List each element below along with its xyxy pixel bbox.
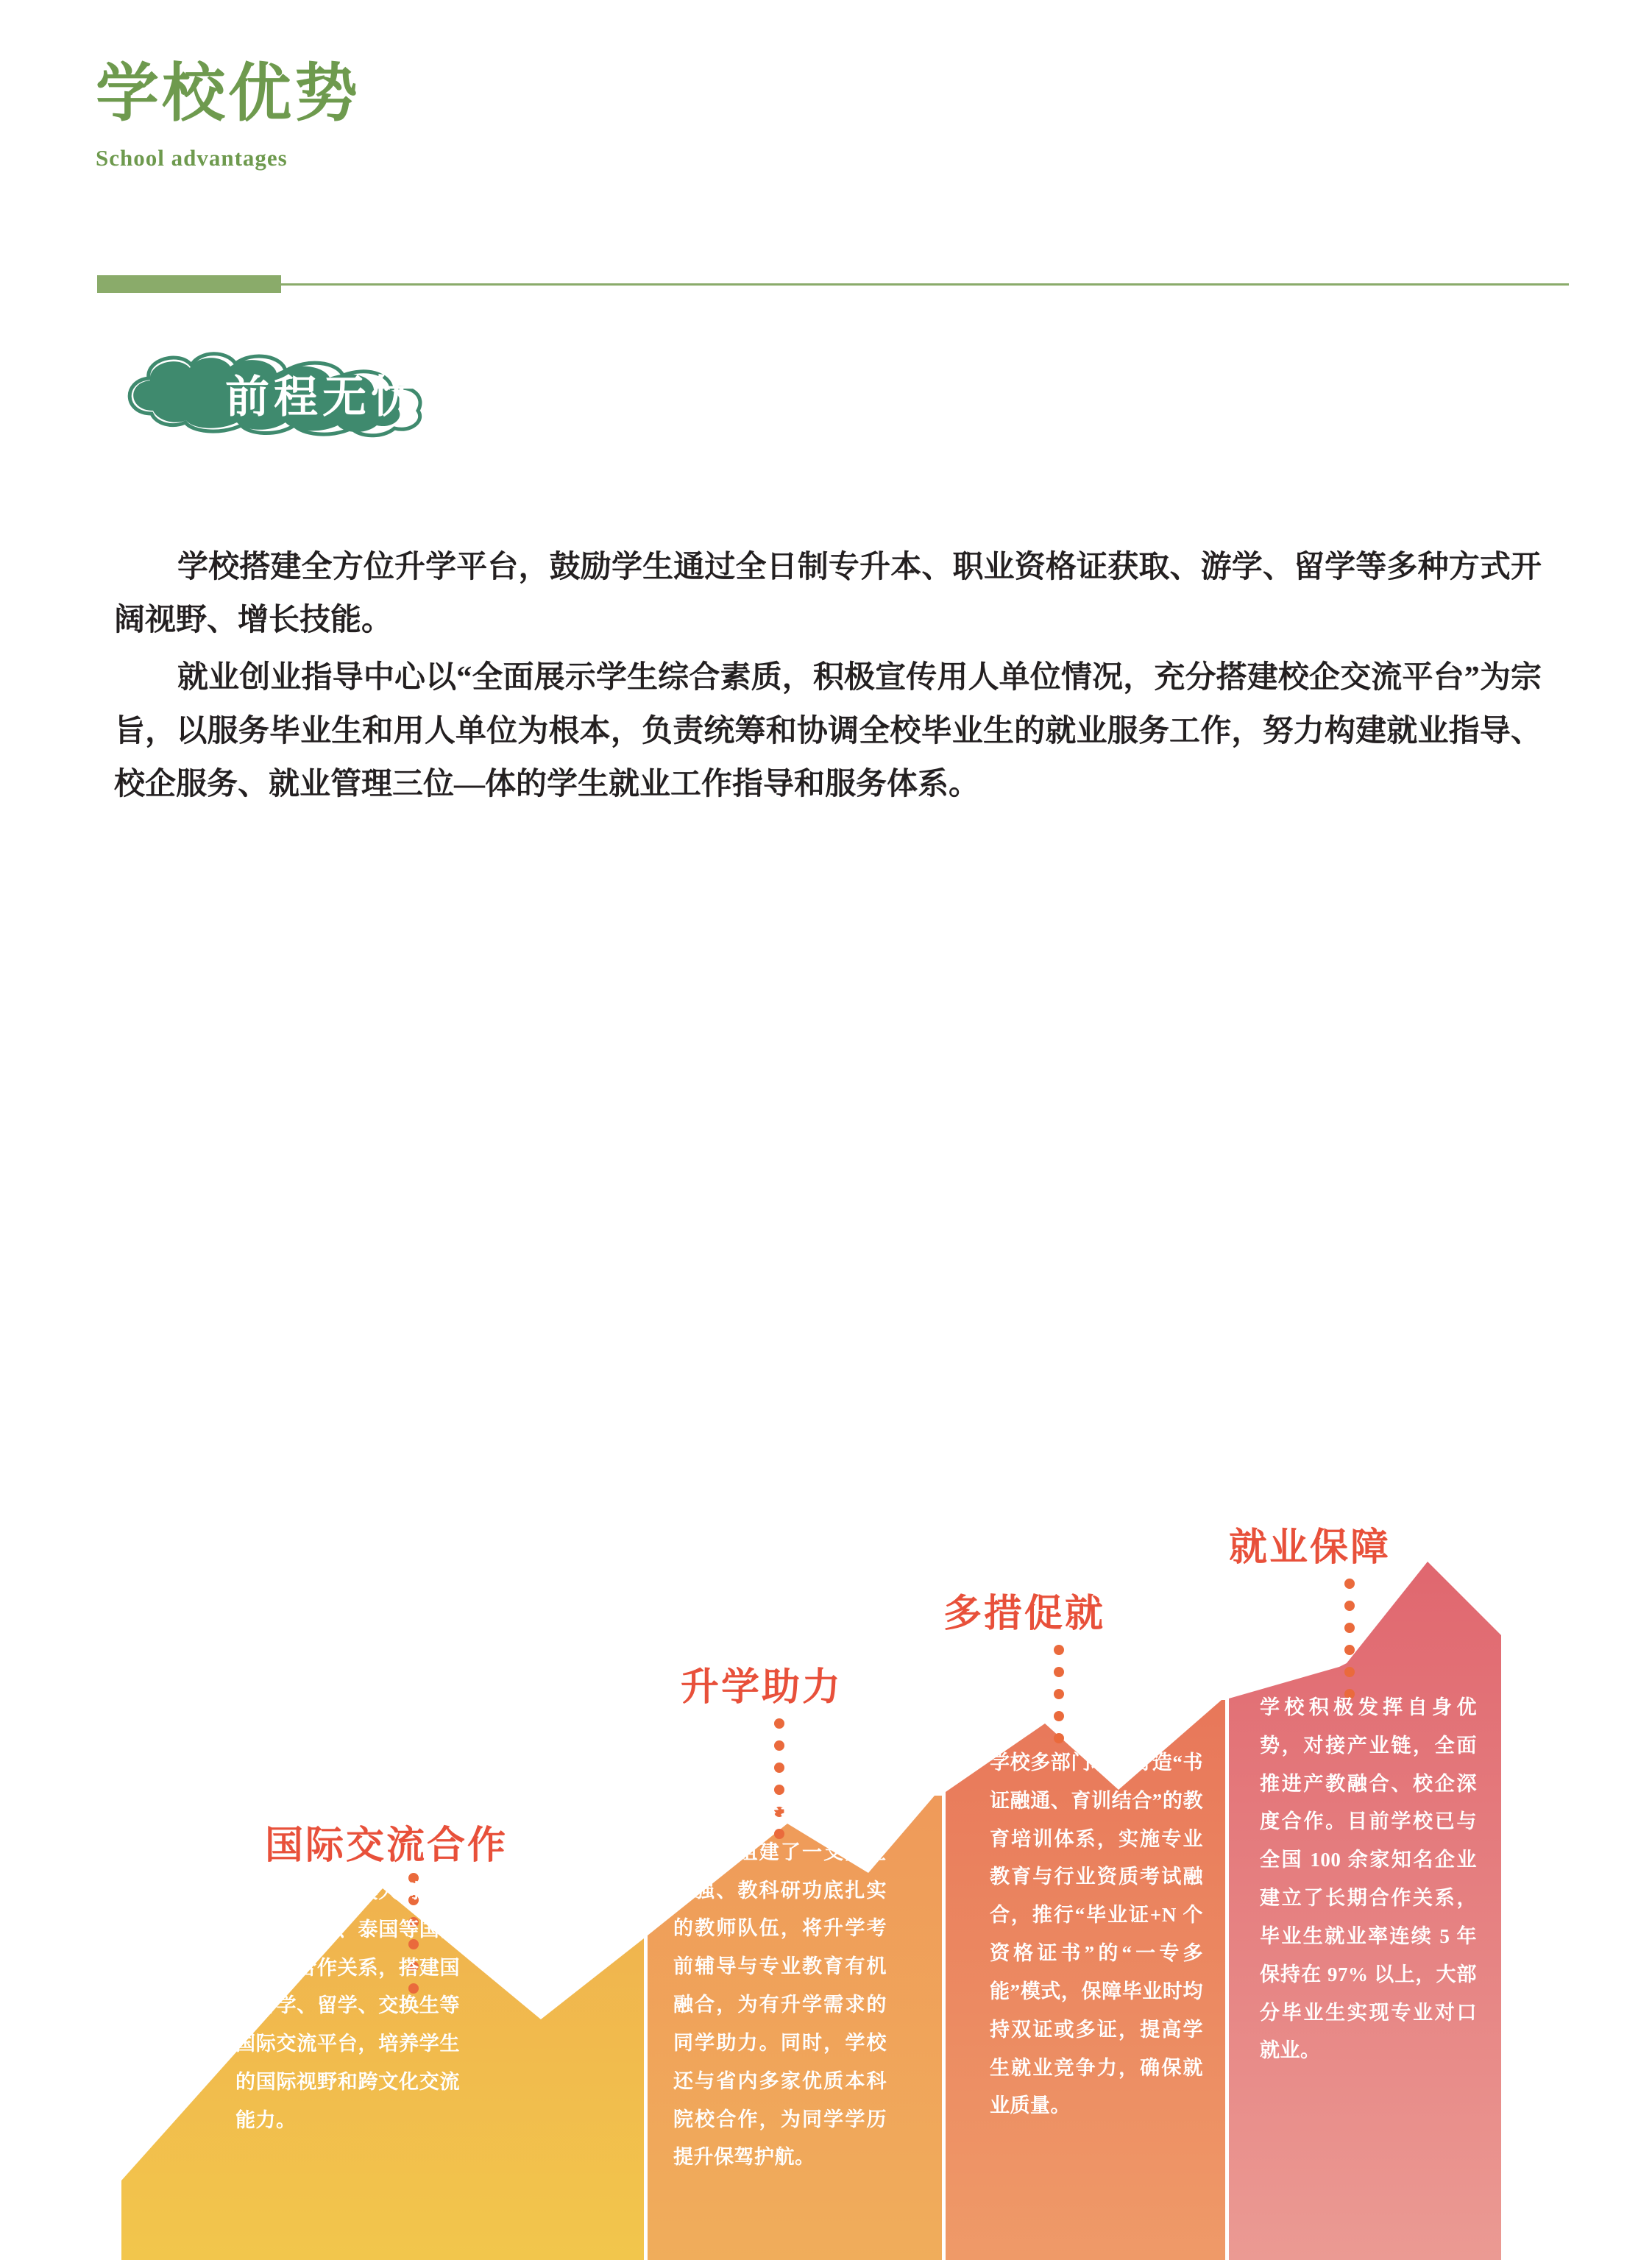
intro-paragraph-1: 学校搭建全方位升学平台，鼓励学生通过全日制专升本、职业资格证获取、游学、留学等多种方式开阔视野、增长技能。 xyxy=(114,550,1542,638)
chart-label-employment-measures: 多措促就 xyxy=(943,1593,1106,1635)
intro-text-block xyxy=(114,541,1542,815)
chart-column-text-1: 学校将陆续与澳大利亚、日本、韩国、泰国等国高校建立合作关系，搭建国际游学、留学、交换生等国际交流平台，培养学生的国际视野和跨文化交流能力。 xyxy=(235,1880,460,2131)
page-header xyxy=(96,59,979,171)
advantages-mountain-chart xyxy=(0,1016,1652,2260)
chart-column-text-2: 学校充分发挥高校师资优势，组建了一支责任心强、教科研功底扎实的教师队伍，将升学考前辅导与专业教育有机融合，为有升学需求的同学助力。同时，学校还与省内多家优质本科院校合作，为同学学历提升保驾护航。 xyxy=(673,1803,887,2169)
intro-paragraph-2: 就业创业指导中心以“全面展示学生综合素质，积极宣传用人单位情况，充分搭建校企交流平台”为宗旨，以服务毕业生和用人单位为根本，负责统筹和协调全校毕业生的就业服务工作，努力构建就业指导、校企服务、就业管理三位—体的学生就业工作指导和服务体系。 xyxy=(114,661,1542,801)
section-badge-label: 前程无忧 xyxy=(225,373,419,422)
chart-column-text-4: 学校积极发挥自身优势，对接产业链，全面推进产教融合、校企深度合作。目前学校已与全国 100 余家知名企业建立了长期合作关系，毕业生就业率连续 5 年保持在 97% 以上，大部分毕业生实现专业对口就业。 xyxy=(1260,1696,1477,2062)
chart-column-text-3: 学校多部门联动打造“书证融通、育训结合”的教育培训体系，实施专业教育与行业资质考试融合，推行“毕业证+N 个资格证书”的“一专多能”模式，保障毕业时均持双证或多证，提高学生就业竞争力，确保就业质量。 xyxy=(990,1751,1203,2117)
section-badge xyxy=(109,346,521,442)
chart-label-study-advancement: 升学助力 xyxy=(681,1667,843,1709)
header-divider-block xyxy=(97,275,281,293)
header-divider-line xyxy=(97,283,1569,286)
chart-label-international-exchange: 国际交流合作 xyxy=(265,1825,508,1867)
page-title: 学校优势 xyxy=(96,58,361,129)
chart-label-employment-guarantee: 就业保障 xyxy=(1229,1527,1392,1569)
page-subtitle: School advantages xyxy=(96,144,288,171)
